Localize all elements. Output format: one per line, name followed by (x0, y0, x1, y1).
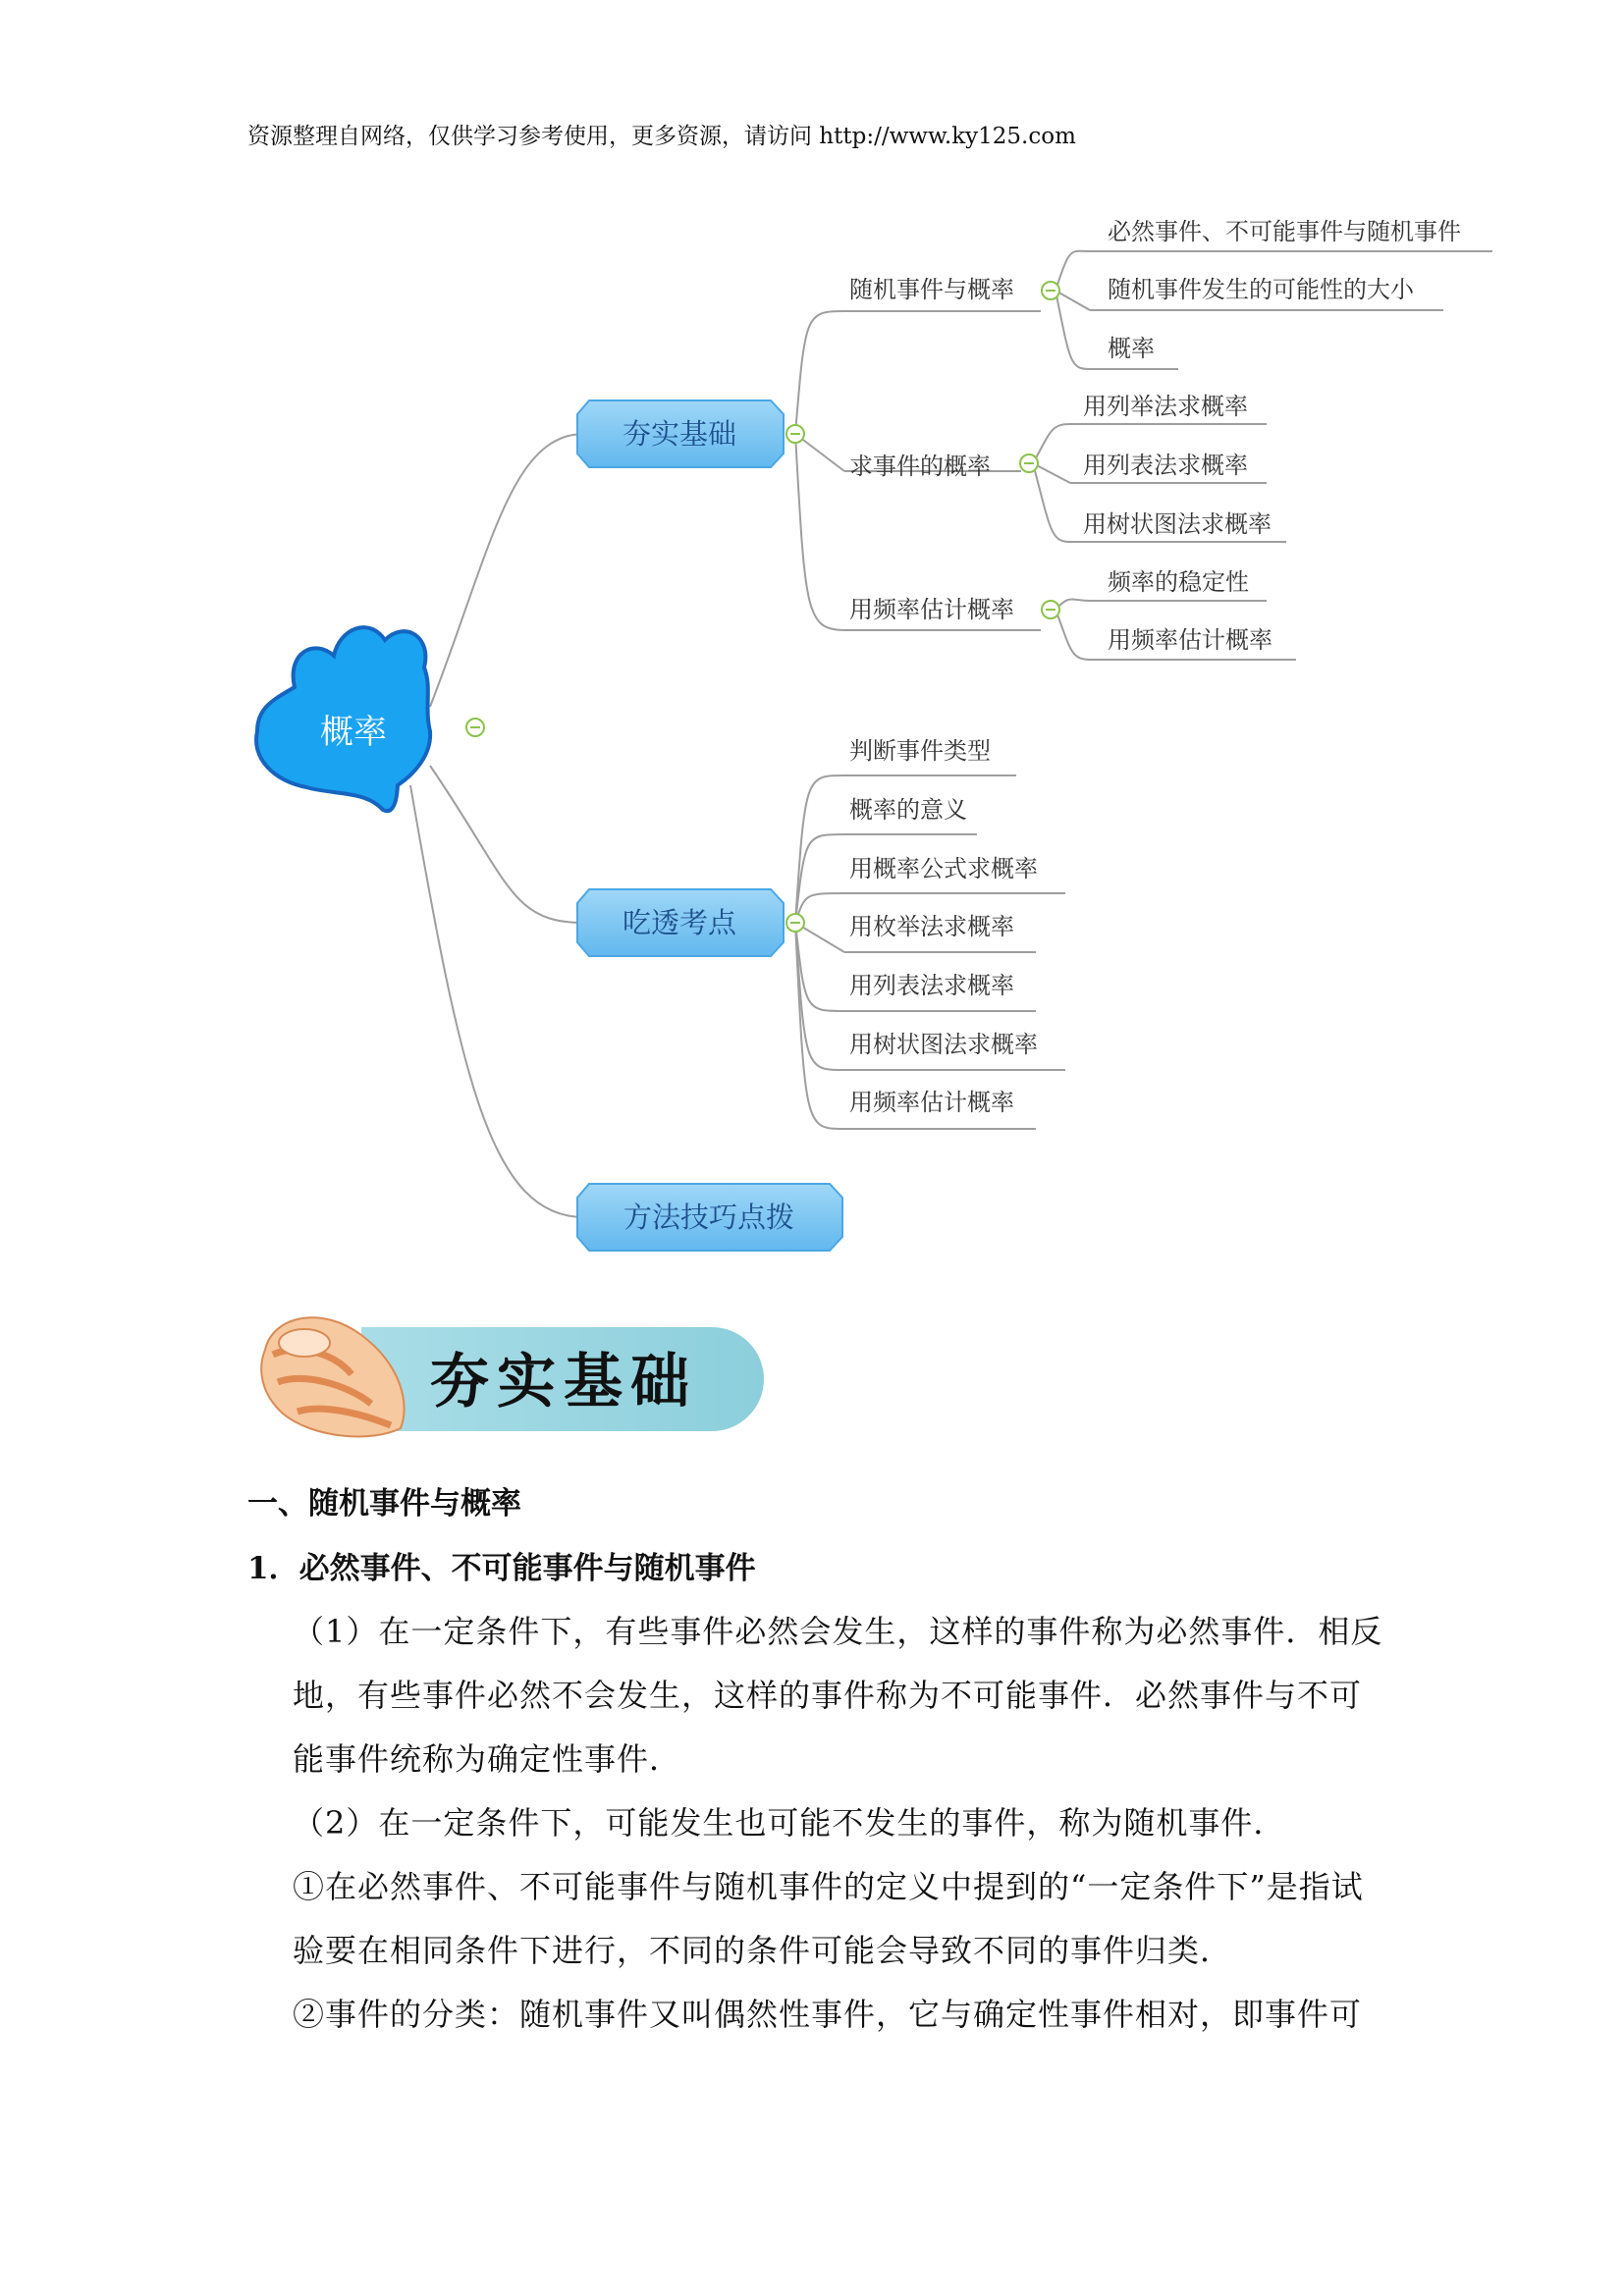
paragraph-4 (247, 1983, 1392, 2047)
mindmap-leaf: 用频率估计概率 (849, 1089, 1014, 1116)
mindmap-leaf: 概率的意义 (849, 796, 967, 824)
body-content (247, 1482, 1406, 2047)
mindmap-leaf: 用树状图法求概率 (849, 1031, 1038, 1058)
text-line: （2）在一定条件下，可能发生也可能不发生的事件，称为随机事件． (293, 1804, 1286, 1842)
text-line: ②事件的分类：随机事件又叫偶然性事件，它与确定性事件相对，即事件可 (293, 1996, 1363, 2033)
text-line: 能事件统称为确定性事件． (293, 1740, 682, 1778)
mindmap-leaf: 用概率公式求概率 (849, 855, 1038, 882)
branch-label: 吃透考点 (622, 906, 737, 939)
section-banner (253, 1306, 784, 1443)
text-line: ①在必然事件、不可能事件与随机事件的定义中提到的“一定条件下”是指试 (293, 1868, 1364, 1905)
mindmap-group-label: 求事件的概率 (849, 453, 991, 480)
subsection-title: 1．必然事件、不可能事件与随机事件 (247, 1551, 756, 1586)
collapse-toggle-group-1[interactable] (1042, 282, 1059, 299)
mindmap-branch-fangfa[interactable] (577, 1184, 842, 1251)
text-line: （1）在一定条件下，有些事件必然会发生，这样的事件称为必然事件．相反 (293, 1613, 1383, 1650)
mindmap-group-label: 用频率估计概率 (849, 596, 1014, 623)
mindmap-leaf: 用列举法求概率 (1083, 393, 1248, 420)
paragraph-3 (247, 1855, 1392, 1983)
banner-title: 夯实基础 (430, 1348, 697, 1416)
branch-label: 夯实基础 (622, 417, 737, 451)
mindmap-leaf: 必然事件、不可能事件与随机事件 (1108, 218, 1461, 245)
collapse-toggle-group-2[interactable] (1020, 454, 1038, 472)
page-header: 资源整理自网络，仅供学习参考使用，更多资源，请访问 http://www.ky125.com (247, 124, 1076, 149)
mindmap-leaf: 随机事件发生的可能性的大小 (1108, 276, 1414, 303)
mindmap-root-node (256, 627, 430, 811)
mindmap-root-label: 概率 (320, 713, 387, 752)
mindmap-leaf: 频率的稳定性 (1108, 568, 1249, 596)
mindmap-connectors (410, 251, 1492, 1217)
mindmap-leaf: 用列表法求概率 (1083, 452, 1248, 479)
collapse-toggle-hangshi[interactable] (786, 425, 804, 443)
text-line: 地，有些事件必然不会发生，这样的事件称为不可能事件．必然事件与不可 (293, 1677, 1363, 1714)
paragraph-2 (247, 1791, 1392, 1855)
collapse-toggle-group-3[interactable] (1042, 601, 1059, 618)
mindmap-leaf: 用枚举法求概率 (849, 913, 1014, 940)
mindmap-branch-hangshi[interactable] (577, 400, 784, 467)
mindmap-leaf: 用频率估计概率 (1108, 626, 1272, 654)
mindmap-leaf: 概率 (1108, 335, 1155, 362)
mindmap-group-label: 随机事件与概率 (849, 276, 1014, 303)
collapse-toggle-chitou[interactable] (786, 914, 804, 932)
mindmap-leaf: 判断事件类型 (849, 737, 991, 765)
section-title: 一、随机事件与概率 (247, 1486, 521, 1522)
collapse-toggle-root[interactable] (466, 719, 484, 736)
mindmap-branch-chitou[interactable] (577, 889, 784, 956)
mindmap-leaf: 用列表法求概率 (849, 972, 1014, 999)
branch-label: 方法技巧点拨 (623, 1201, 795, 1234)
paragraph-1 (247, 1600, 1392, 1791)
text-line: 验要在相同条件下进行，不同的条件可能会导致不同的事件归类． (293, 1932, 1233, 1969)
mindmap-leaf: 用树状图法求概率 (1083, 510, 1272, 538)
seashell-icon (253, 1306, 420, 1443)
